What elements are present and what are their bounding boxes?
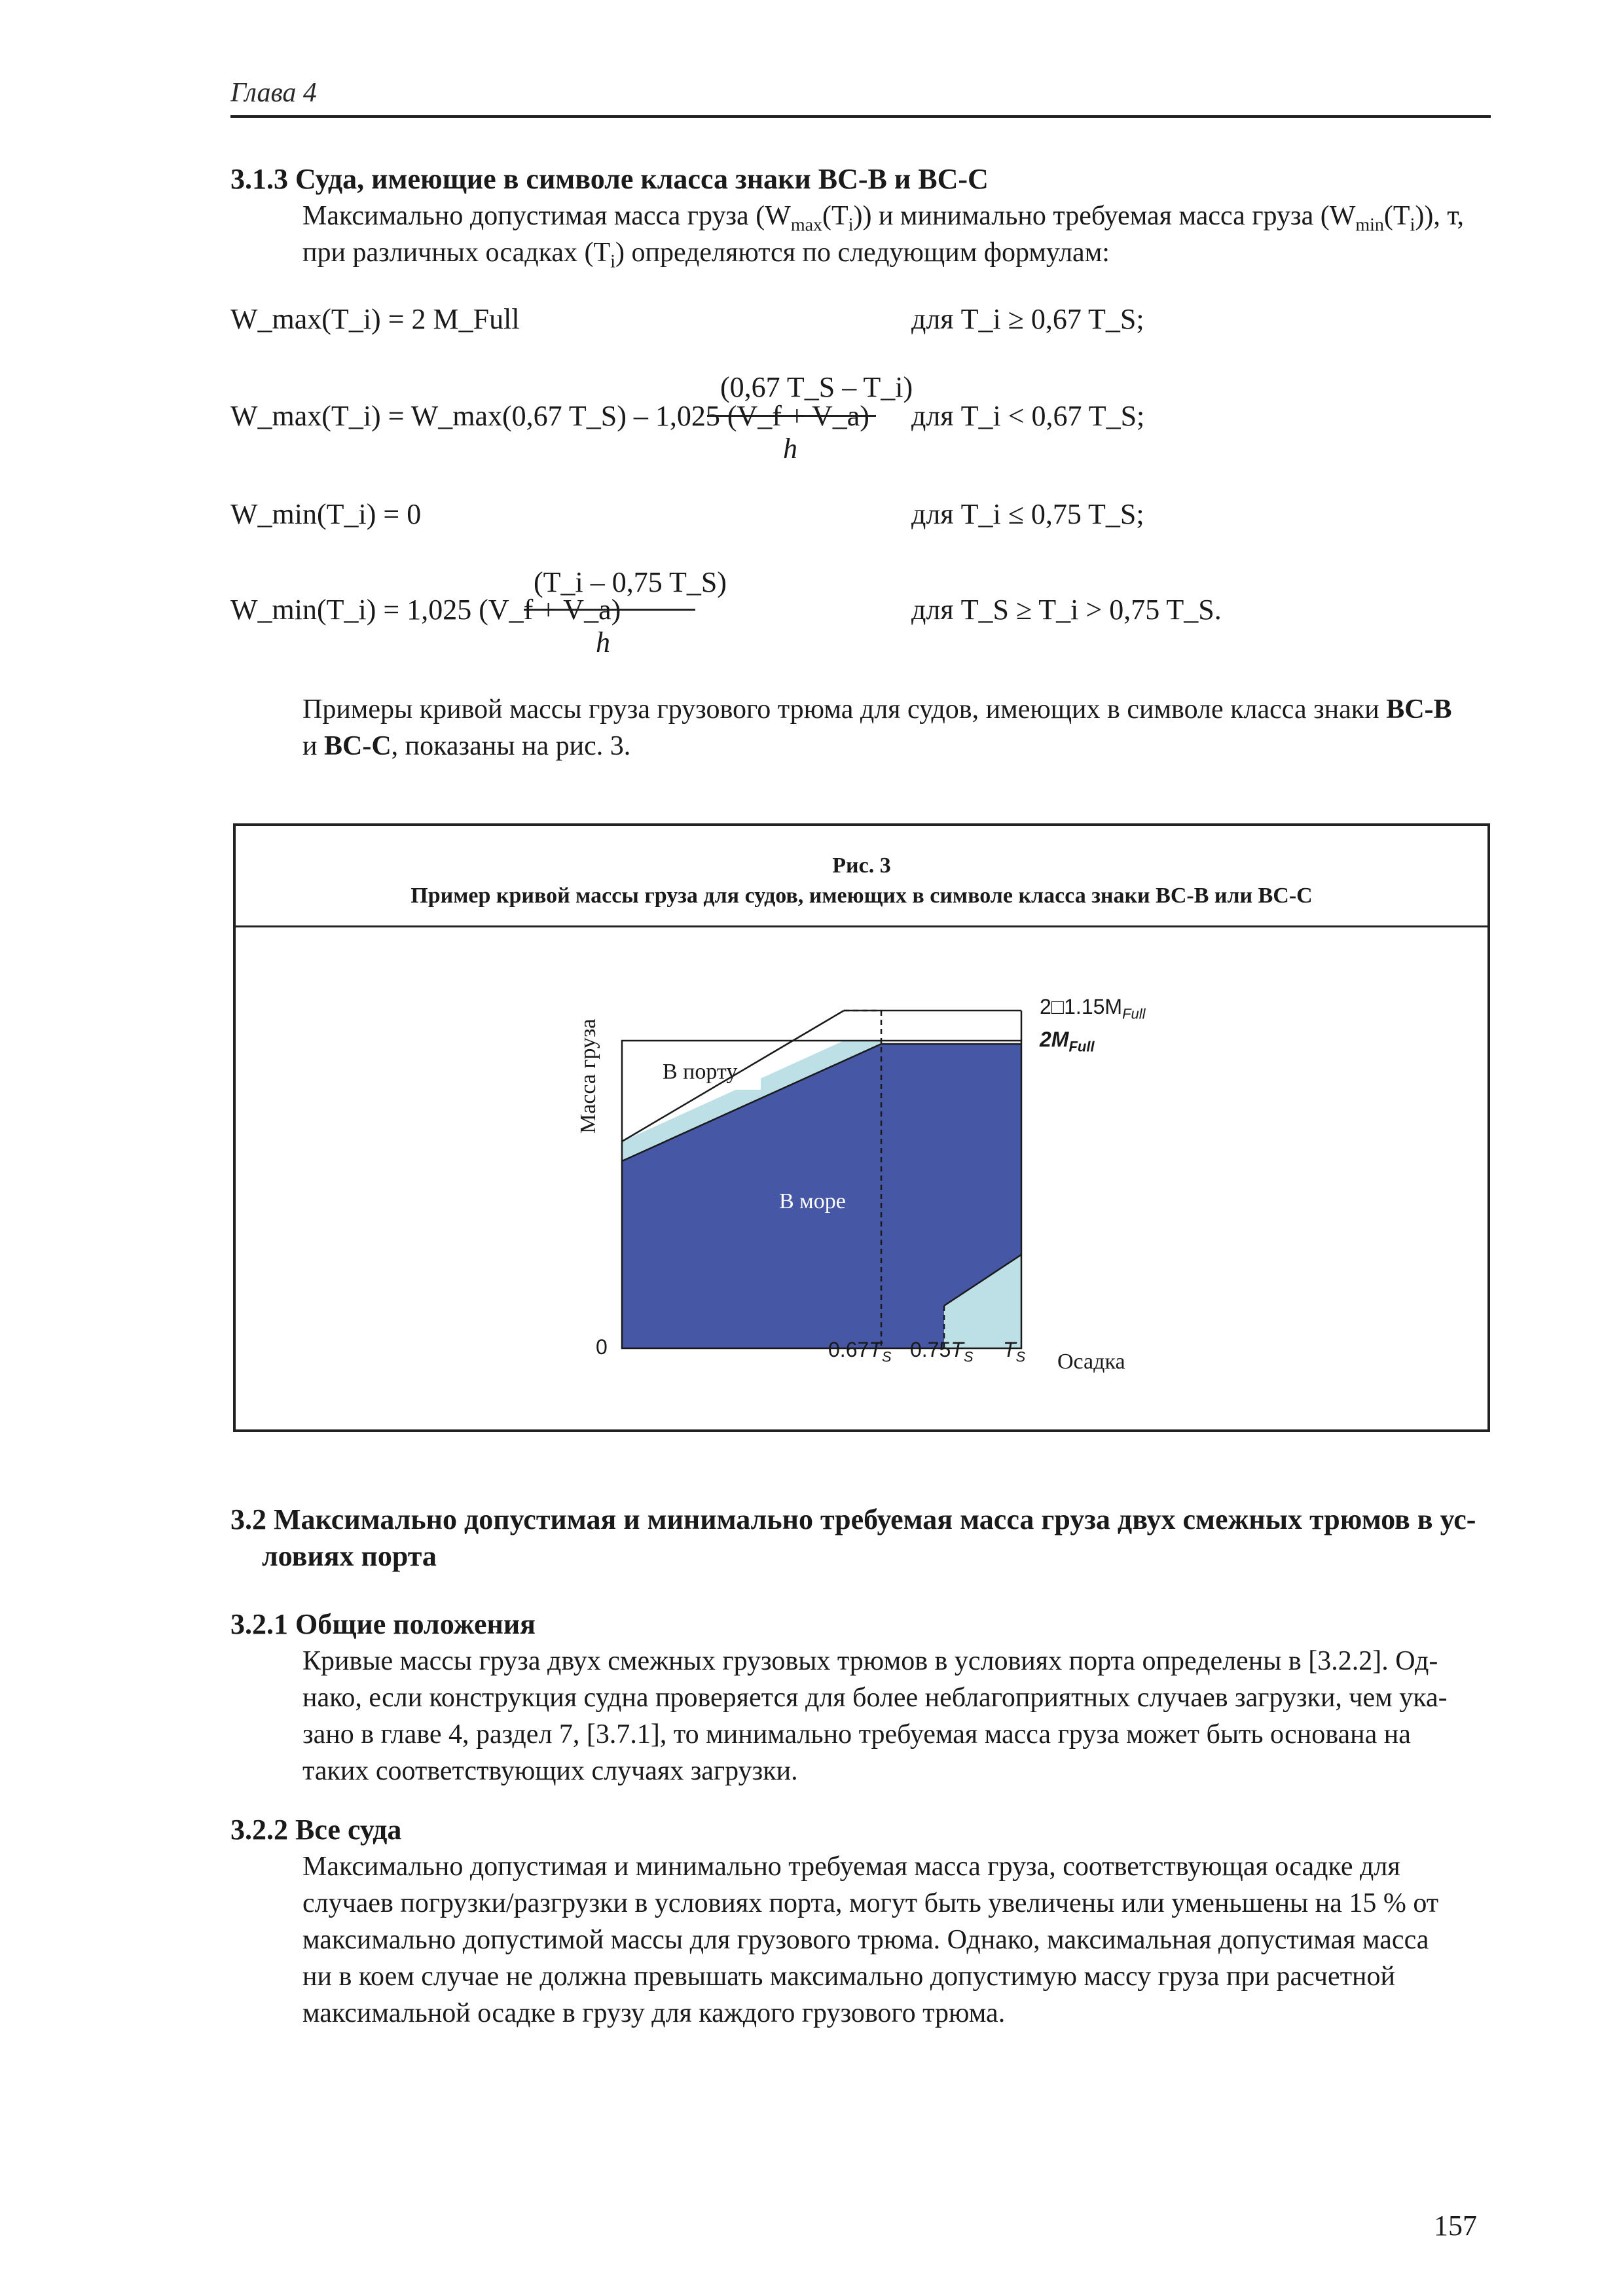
formula-4-condition: для T_S ≥ T_i > 0,75 T_S. (911, 594, 1222, 626)
formula-2-denominator: h (783, 433, 797, 465)
section-321-title: 3.2.1 Общие положения (230, 1608, 536, 1640)
chapter-header: Глава 4 (230, 78, 317, 108)
label-2mfull: $2M_{Full}$ (1040, 1028, 1095, 1055)
section-321-line4: таких соответствующих случаях загрузки. (302, 1756, 798, 1786)
header-rule (230, 115, 1491, 118)
formula-3-condition: для T_i ≤ 0,75 T_S; (911, 498, 1144, 530)
section-32-title-line1: 3.2 Максимально допустимая и минимально требуемая масса груза двух смежных трюмов в ус- (230, 1503, 1476, 1535)
section-322-line5: максимальной осадке в грузу для каждого грузового трюма. (302, 1998, 1006, 2028)
x-axis-label: Осадка (1057, 1350, 1125, 1374)
formula-4-denominator: h (596, 626, 610, 658)
section-322-line3: максимально допустимой массы для грузового трюма. Однако, максимальная допустимая масса (302, 1925, 1429, 1955)
figure-3-box (233, 823, 1490, 1432)
formula-3: W_min(T_i) = 0 (230, 498, 422, 530)
page-number: 157 (1434, 2210, 1477, 2242)
formula-4-numerator: (T_i – 0,75 T_S) (534, 566, 727, 598)
formula-1-condition: для T_i ≥ 0,67 T_S; (911, 303, 1144, 335)
section-322-line4: ни в коем случае не должна превышать максимально допустимую массу груза при расчетной (302, 1962, 1396, 1992)
section-313-intro-line1: Максимально допустимая масса груза $(W_{max}(T_i))$ и минимально требуемая масса груза $(W_{min}(T_i))$, т, (302, 201, 1465, 236)
section-321-line2: нако, если конструкция судна проверяется для более неблагоприятных случаев загрузки, чем ука- (302, 1683, 1448, 1713)
examples-line1: Примеры кривой массы груза грузового трюма для судов, имеющих в символе класса знаки ВС-В (302, 694, 1452, 725)
examples-line2: и ВС-С, показаны на рис. 3. (302, 731, 631, 761)
section-322-line2: случаев погрузки/разгрузки в условиях порта, могут быть увеличены или уменьшены на 15 % от (302, 1888, 1439, 1918)
y-axis-label: Масса груза (576, 1018, 600, 1134)
section-321-line3: зано в главе 4, раздел 7, [3.7.1], то минимально требуемая масса груза может быть основана на (302, 1719, 1411, 1749)
label-1-15-mfull: $2□1.15M_{Full}$ (1040, 995, 1146, 1022)
formula-4: W_min(T_i) = 1,025 (V_f + V_a) (230, 594, 621, 626)
section-32-title-line2: ловиях порта (262, 1540, 437, 1572)
section-322-line1: Максимально допустимая и минимально требуемая масса груза, соответствующая осадке для (302, 1852, 1400, 1882)
figure-number: Рис. 3 (832, 853, 891, 878)
formula-2-condition: для T_i < 0,67 T_S; (911, 400, 1145, 432)
figure-title: Пример кривой массы груза для судов, имеющих в символе класса знаки ВС-В или ВС-С (410, 884, 1313, 908)
section-313-intro-line2: при различных осадках $(T_i)$ определяются по следующим формулам: (302, 238, 1110, 272)
formula-2-numerator: (0,67 T_S – T_i) (720, 371, 913, 403)
section-313-title: 3.1.3 Суда, имеющие в символе класса знаки ВС-В и ВС-С (230, 163, 989, 195)
formula-2: W_max(T_i) = W_max(0,67 T_S) – 1,025 (V_f + V_a) (230, 400, 869, 432)
tick-0: 0 (596, 1335, 608, 1359)
formula-1: W_max(T_i) = 2 M_Full (230, 303, 520, 335)
tick-075-ts: $0.75T_S$ (910, 1338, 974, 1365)
port-label: В порту (663, 1060, 738, 1084)
tick-067-ts: $0.67T_S$ (828, 1338, 892, 1365)
section-322-title: 3.2.2 Все суда (230, 1814, 402, 1846)
sea-label: В море (779, 1189, 846, 1213)
tick-ts: $T_S$ (1003, 1338, 1026, 1365)
section-321-line1: Кривые массы груза двух смежных грузовых трюмов в условиях порта определены в [3.2.2]. Од- (302, 1646, 1438, 1676)
